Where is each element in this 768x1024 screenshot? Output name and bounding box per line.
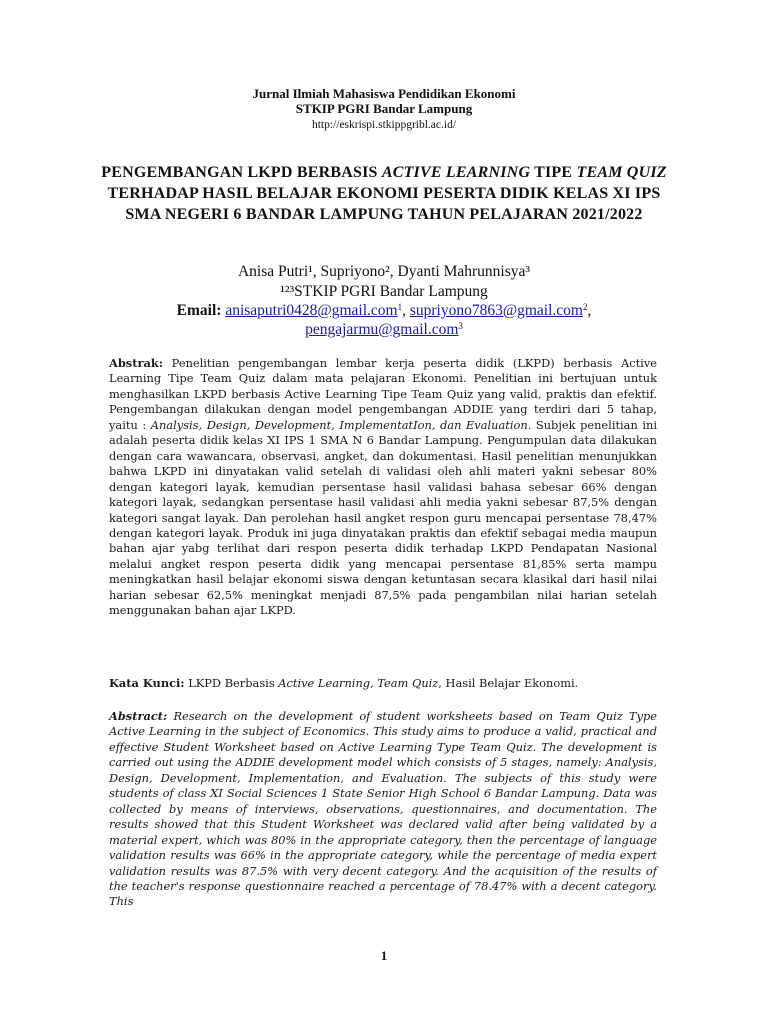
author-names: Anisa Putri¹, Supriyono², Dyanti Mahrunnisya³ bbox=[237, 263, 531, 280]
title-italic-1: ACTIVE LEARNING bbox=[381, 164, 531, 181]
page-number: 1 bbox=[380, 948, 388, 963]
abstrak-paragraph bbox=[109, 356, 657, 619]
email-separator: , bbox=[587, 302, 592, 319]
abstract-en-paragraph bbox=[109, 709, 657, 910]
journal-institution: STKIP PGRI Bandar Lampung bbox=[295, 101, 473, 116]
journal-name: Jurnal Ilmiah Mahasiswa Pendidikan Ekonomi bbox=[252, 86, 516, 101]
email-link-1[interactable]: anisaputri0428@gmail.com bbox=[225, 302, 398, 319]
keywords-line bbox=[109, 675, 657, 691]
journal-header bbox=[0, 86, 768, 133]
abstract-en-text: Research on the development of student worksheets based on Team Quiz Type Active Learning in the subject of Economics. This study aims to produce a valid, practical and effective Student Worksheet based on Active Learning Type Team Quiz. The development is carried out using the ADDIE development model which consists of 5 stages, namely: Analysis, Design, Development, Implementation, and Evaluation. The subjects of this study were students of class XI Social Sciences 1 State Senior High School 6 Bandar Lampung. Data was collected by means of interviews, observations, questionnaires, and documentation. The results showed that this Student Worksheet was declared valid after being validated by a material expert, which was 80% in the appropriate category, then the percentage of language validation results was 66% in the appropriate category, while the percentage of media expert validation results was 87.5% with very decent category. And the acquisition of the results of the teacher's response questionnaire reached a percentage of 78.47% with a decent category. This bbox=[109, 709, 657, 909]
abstrak-italic: Analysis, Design, Development, ImplementatIon, dan Evaluation. bbox=[150, 417, 532, 432]
email-sup-2: 2 bbox=[582, 302, 588, 312]
author-affiliation: ¹²³STKIP PGRI Bandar Lampung bbox=[280, 283, 488, 300]
journal-url: http://eskrispi.stkippgribl.ac.id/ bbox=[311, 119, 457, 131]
paper-title bbox=[100, 162, 668, 225]
author-emails bbox=[110, 301, 658, 339]
email-sup-1: 1 bbox=[397, 302, 403, 312]
email-label: Email: bbox=[176, 302, 222, 319]
keywords-italic: Active Learning, Team Quiz bbox=[278, 676, 439, 690]
email-link-3[interactable]: pengajarmu@gmail.com bbox=[305, 321, 459, 338]
abstrak-label: Abstrak: bbox=[109, 356, 163, 370]
abstract-en-label: Abstract: bbox=[109, 709, 168, 723]
email-sup-3: 3 bbox=[458, 321, 463, 331]
abstrak-text-2: Subjek penelitian ini adalah peserta didik kelas XI IPS 1 SMA N 6 Bandar Lampung. Pengumpulan data dilakukan dengan cara wawancara, observasi, angket, dan dokumentasi. Hasil penelitian menunjukkan bahwa LKPD ini dinyatakan valid setelah di validasi oleh ahli materi yakni sebesar 80% dengan kategori layak, kemudian persentase hasil validasi bahasa sebesar 66% dengan kategori layak, sedangkan persentase hasil validasi ahli media yakni sebesar 87,5% dengan kategori sangat layak. Dan perolehan hasil angket respon guru mencapai persentase 78,47% dengan kategori layak. Produk ini juga dinyatakan praktis dan efektif sebagai media maupun bahan ajar yabg terlihat dari respon peserta didik terhadap LKPD Pendapatan Nasional melalui angket respon peserta didik yang mencapai persentase 81,85% serta mampu meningkatkan hasil belajar ekonomi siswa dengan ketuntasan secara klasikal dari hasil nilai harian sebesar 62,5% meningkat menjadi 87,5% pada pengambilan nilai harian setelah menggunakan bahan ajar LKPD. bbox=[109, 417, 657, 618]
email-link-2[interactable]: supriyono7863@gmail.com bbox=[409, 302, 583, 319]
abstrak-text-1: Penelitian pengembangan lembar kerja peserta didik (LKPD) berbasis Active Learning Tipe Team Quiz dalam mata pelajaran Ekonomi. Penelitian ini bertujuan untuk menghasilkan LKPD berbasis Active Learning Tipe Team Quiz yang valid, praktis dan efektif. Pengembangan dilakukan dengan model pengembangan ADDIE yang terdiri dari 5 tahap, yaitu : bbox=[109, 356, 657, 432]
title-part-1: PENGEMBANGAN LKPD BERBASIS bbox=[101, 164, 382, 181]
email-separator: , bbox=[402, 302, 410, 319]
title-part-3: TERHADAP HASIL BELAJAR EKONOMI PESERTA DIDIK KELAS XI IPS SMA NEGERI 6 BANDAR LAMPUNG TAHUN PELAJARAN 2021/2022 bbox=[107, 185, 661, 223]
title-italic-2: TEAM QUIZ bbox=[576, 164, 667, 181]
title-part-2: TIPE bbox=[530, 164, 577, 181]
keywords-label: Kata Kunci: bbox=[109, 676, 185, 690]
keywords-text-2: , Hasil Belajar Ekonomi. bbox=[438, 676, 579, 690]
keywords-text-1: LKPD Berbasis bbox=[184, 676, 279, 690]
